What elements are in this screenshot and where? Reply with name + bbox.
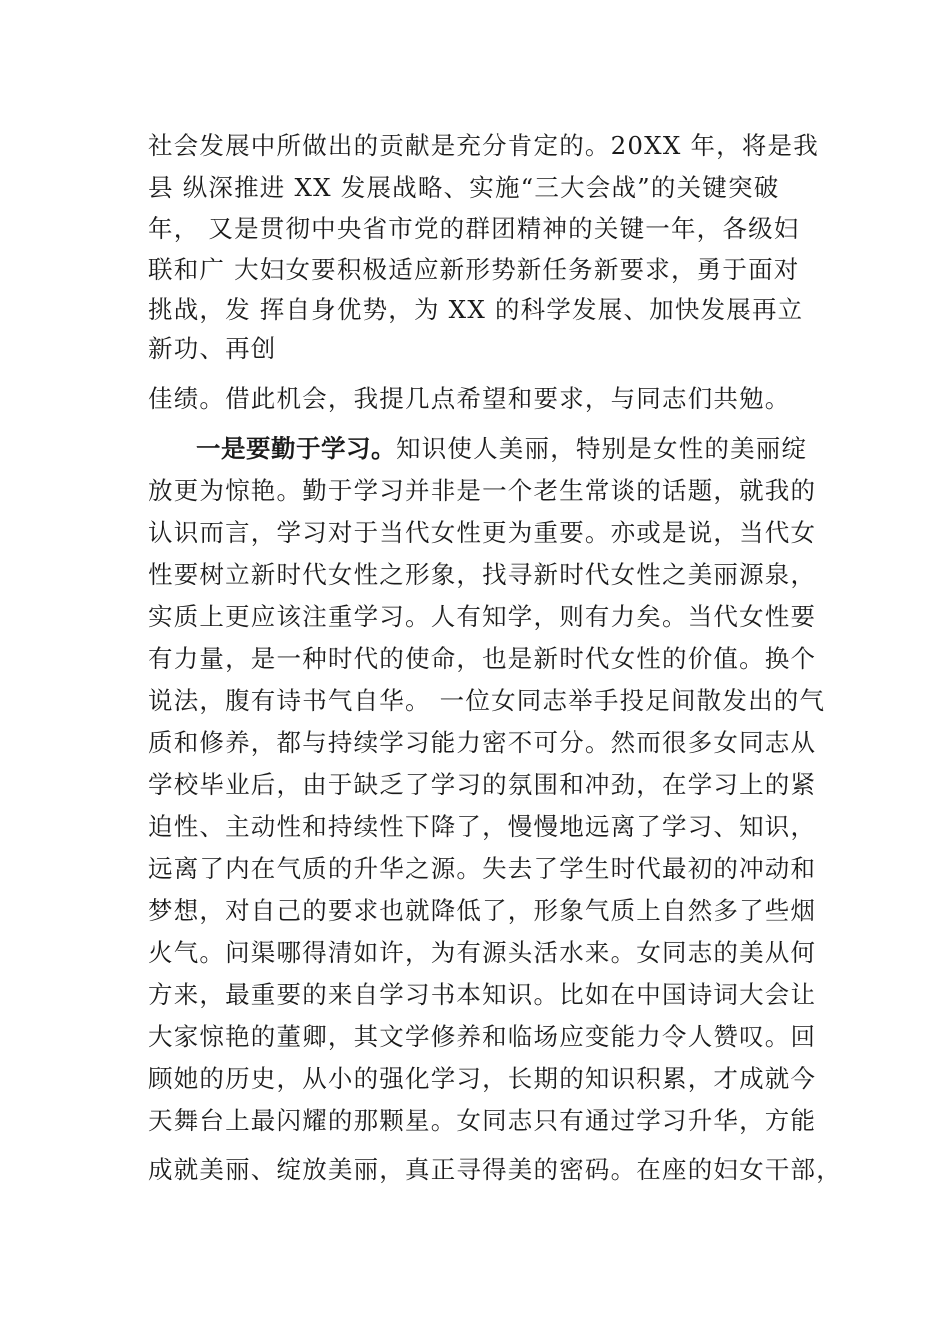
text-line: 有力量，是一种时代的使命，也是新时代女性的价值。换个 — [148, 644, 817, 673]
text-line: 学校毕业后，由于缺乏了学习的氛围和冲劲，在学习上的紧 — [148, 770, 817, 799]
text-line: 成就美丽、绽放美丽，真正寻得美的密码。在座的妇女干部， — [148, 1155, 842, 1184]
text-line: 认识而言，学习对于当代女性更为重要。亦或是说，当代女 — [148, 518, 817, 547]
text-line: 新功、再创 — [148, 334, 277, 363]
text-line: 佳绩。借此机会，我提几点希望和要求，与同志们共勉。 — [148, 384, 791, 413]
text-line: 远离了内在气质的升华之源。失去了学生时代最初的冲动和 — [148, 854, 817, 883]
text-line: 梦想，对自己的要求也就降低了，形象气质上自然多了些烟 — [148, 896, 817, 925]
text-line: 挑战，发 挥自身优势，为 XX 的科学发展、加快发展再立 — [148, 295, 804, 324]
section-heading: 一是要勤于学习。 — [196, 434, 396, 463]
text-line: 实质上更应该注重学习。人有知学，则有力矣。当代女性要 — [148, 602, 817, 631]
text-line: 大家惊艳的董卿，其文学修养和临场应变能力令人赞叹。回 — [148, 1022, 817, 1051]
text-line: 县 纵深推进 XX 发展战略、实施“三大会战”的关键突破 — [148, 173, 780, 202]
section-first-line-text: 知识使人美丽，特别是女性的美丽绽 — [396, 434, 808, 463]
text-line: 迫性、主动性和持续性下降了，慢慢地远离了学习、知识， — [148, 812, 817, 841]
text-line: 火气。问渠哪得清如许，为有源头活水来。女同志的美从何 — [148, 938, 817, 967]
text-line: 社会发展中所做出的贡献是充分肯定的。20XX 年，将是我 — [148, 131, 819, 160]
text-line: 年， 又是贯彻中央省市党的群团精神的关键一年，各级妇 — [148, 214, 800, 243]
text-line: 天舞台上最闪耀的那颗星。女同志只有通过学习升华，方能 — [148, 1106, 817, 1135]
text-line: 方来，最重要的来自学习书本知识。比如在中国诗词大会让 — [148, 980, 817, 1009]
section-first-line — [196, 433, 807, 465]
text-line: 质和修养，都与持续学习能力密不可分。然而很多女同志从 — [148, 728, 817, 757]
text-line: 联和广 大妇女要积极适应新形势新任务新要求，勇于面对 — [148, 255, 800, 284]
text-line: 说法，腹有诗书气自华。 一位女同志举手投足间散发出的气 — [148, 686, 826, 715]
text-line: 性要树立新时代女性之形象，找寻新时代女性之美丽源泉， — [148, 560, 817, 589]
text-line: 放更为惊艳。勤于学习并非是一个老生常谈的话题，就我的 — [148, 476, 817, 505]
text-line: 顾她的历史，从小的强化学习，长期的知识积累，才成就今 — [148, 1064, 817, 1093]
